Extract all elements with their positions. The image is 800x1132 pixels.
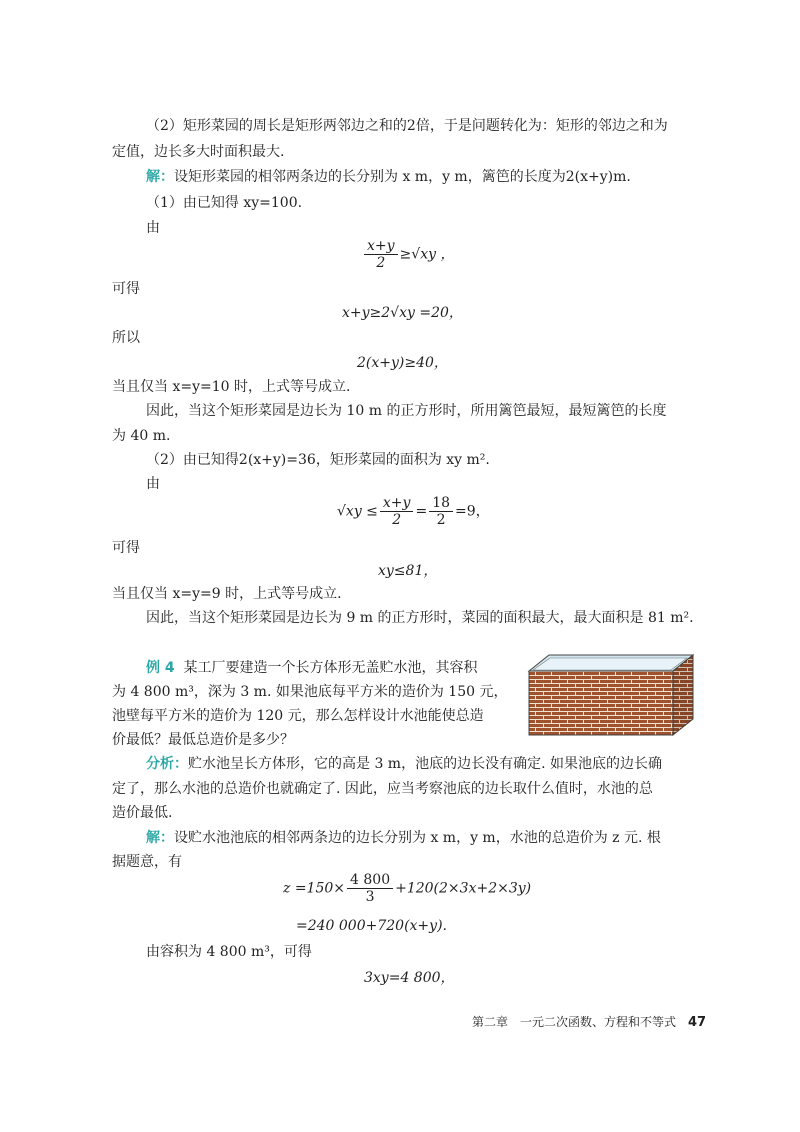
page-footer <box>472 1013 706 1030</box>
equation-last: 3xy=4 800， <box>364 970 455 986</box>
water-pool-illustration <box>527 651 695 737</box>
fraction-2-num: x+y <box>380 495 414 512</box>
example-4-line-c: 池壁每平方米的造价为 120 元，那么怎样设计水池能使总造 <box>112 708 484 724</box>
para-1: （2）矩形菜园的周长是矩形两邻边之和的2倍，于是问题转化为：矩形的邻边之和为 <box>146 118 668 134</box>
solution-1-text: 设矩形菜园的相邻两条边的长分别为 x m，y m，篱笆的长度为2(x+y)m. <box>174 169 631 185</box>
equation-5: xy≤81， <box>378 563 438 579</box>
step-1: （1）由已知得 xy=100. <box>146 195 303 211</box>
solution-2-line-a <box>146 828 661 848</box>
solution-1 <box>146 167 631 187</box>
you-1: 由 <box>146 220 160 236</box>
fraction-3-den: 2 <box>436 512 446 528</box>
fraction-z-num: 4 800 <box>347 872 393 889</box>
volume-line: 由容积为 4 800 m³，可得 <box>146 944 312 960</box>
equation-z-rest: +120(2×3x+2×3y) <box>395 880 532 897</box>
step-2: （2）由已知得2(x+y)=36，矩形菜园的面积为 xy m². <box>146 452 490 468</box>
example-4-line-d: 价最低？最低总造价是多少？ <box>112 732 294 748</box>
suoyi: 所以 <box>112 330 140 346</box>
solution-label: 解： <box>146 169 174 185</box>
equation-z <box>283 872 531 905</box>
fraction-1-den: 2 <box>376 255 386 271</box>
example-4-label: 例 4 <box>146 660 175 676</box>
formula-1 <box>362 238 454 271</box>
fraction-3 <box>429 495 453 528</box>
kede-1: 可得 <box>112 281 140 297</box>
fraction-1 <box>364 238 398 271</box>
solution-2-text-a: 设贮水池池底的相邻两条边的边长分别为 x m，y m，水池的总造价为 z 元. 根 <box>174 830 661 846</box>
equation-z-lhs: z =150× <box>283 880 346 897</box>
formula-2-rest: =9， <box>455 503 490 520</box>
condition-2: 当且仅当 x=y=9 时，上式等号成立. <box>112 586 342 602</box>
solution-2-label: 解： <box>146 830 174 846</box>
para-1b: 定值，边长多大时面积最大. <box>112 144 285 160</box>
you-2: 由 <box>146 476 160 492</box>
formula-2 <box>337 495 490 528</box>
analysis-line-b: 定了，那么水池的总造价也就确定了. 因此，应当考察池底的边长取什么值时，水池的总 <box>112 781 653 797</box>
example-4-line-a <box>146 658 478 678</box>
fraction-2 <box>380 495 414 528</box>
page-number: 47 <box>688 1015 707 1030</box>
formula-2-eq: = <box>415 503 428 520</box>
fraction-1-num: x+y <box>364 238 398 255</box>
solution-2-line-b: 据题意，有 <box>112 854 182 870</box>
analysis-line-a <box>146 754 662 774</box>
conclusion-1b: 为 40 m. <box>112 428 171 444</box>
example-4-line-b: 为 4 800 m³，深为 3 m. 如果池底每平方米的造价为 150 元， <box>112 684 508 700</box>
equation-3: 2(x+y)≥40， <box>357 355 448 371</box>
conclusion-1a: 因此，当这个矩形菜园是边长为 10 m 的正方形时，所用篱笆最短，最短篱笆的长度 <box>146 403 667 419</box>
fraction-3-num: 18 <box>429 495 453 512</box>
formula-2-lhs: √xy ≤ <box>337 503 378 520</box>
condition-1: 当且仅当 x=y=10 时，上式等号成立. <box>112 379 351 395</box>
example-4-text-a: 某工厂要建造一个长方体形无盖贮水池，其容积 <box>183 660 478 676</box>
analysis-text-a: 贮水池呈长方体形，它的高是 3 m，池底的边长没有确定. 如果池底的边长确 <box>188 756 662 772</box>
fraction-z-den: 3 <box>365 889 375 905</box>
conclusion-2: 因此，当这个矩形菜园是边长为 9 m 的正方形时，菜园的面积最大，最大面积是 81 m². <box>146 610 694 626</box>
analysis-label: 分析： <box>146 756 188 772</box>
formula-1-rest: ≥√xy ， <box>399 246 455 263</box>
footer-chapter: 第二章 一元二次函数、方程和不等式 <box>472 1015 677 1029</box>
fraction-2-den: 2 <box>392 512 402 528</box>
equation-2: x+y≥2√xy =20， <box>342 305 463 321</box>
equation-z2: =240 000+720(x+y). <box>296 918 447 934</box>
fraction-z <box>347 872 393 905</box>
kede-2: 可得 <box>112 540 140 556</box>
analysis-line-c: 造价最低. <box>112 805 173 821</box>
